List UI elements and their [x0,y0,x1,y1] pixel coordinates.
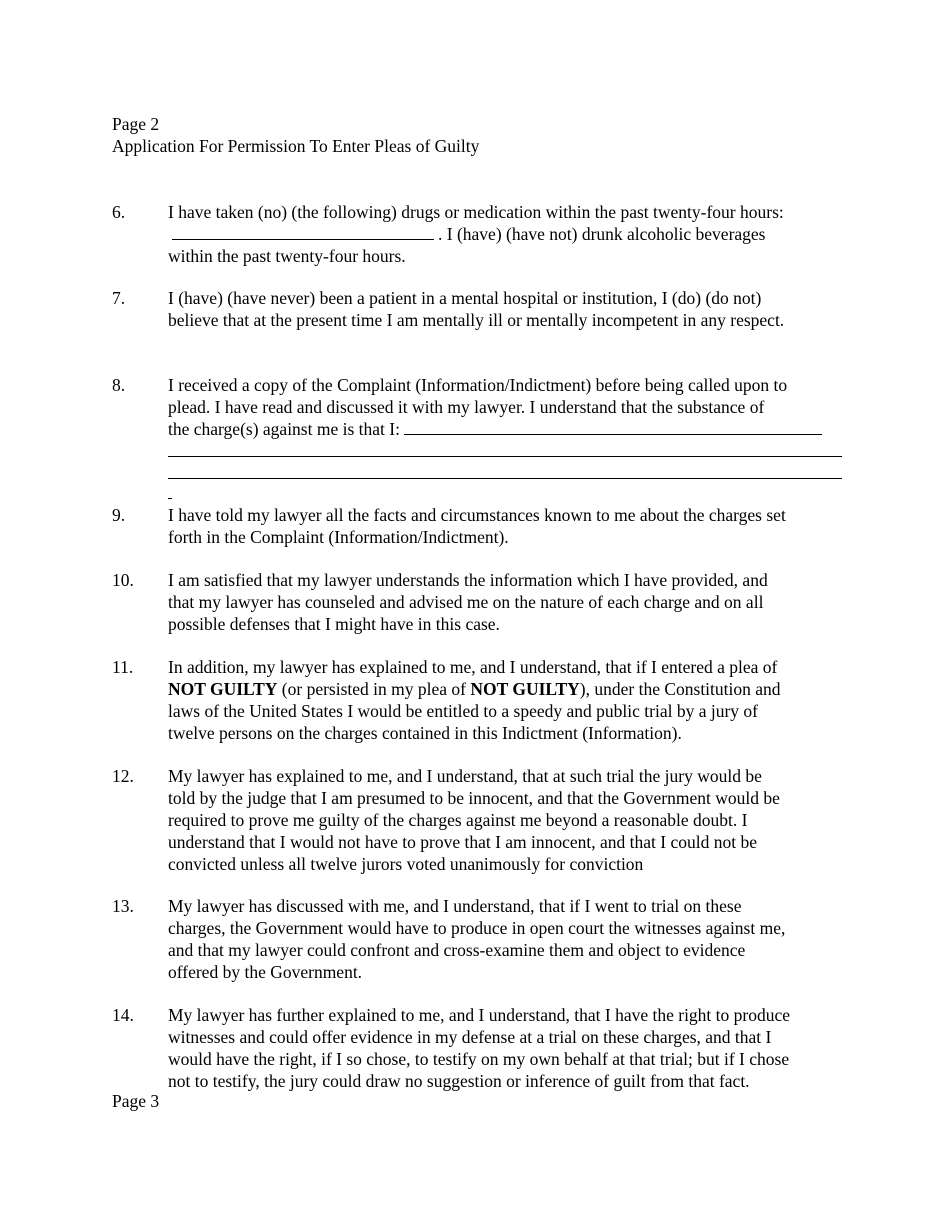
page-label: Page 2 [112,114,160,134]
medication-blank-line[interactable] [172,223,434,240]
charges-blank-line-2[interactable] [168,456,842,457]
text-line: forth in the Complaint (Information/Indictment). [168,527,509,547]
charges-blank-line-3[interactable] [168,478,842,479]
text-line: I am satisfied that my lawyer understands the information which I have provided, and [168,570,768,590]
paragraph-number: 10. [112,570,134,590]
text-line: laws of the United States I would be entitled to a speedy and public trial by a jury of [168,701,758,721]
paragraph-number: 7. [112,288,126,308]
text-line: My lawyer has further explained to me, and I understand, that I have the right to produce [168,1005,791,1025]
not-guilty-bold: NOT GUILTY [470,679,580,699]
text-line: charges, the Government would have to produce in open court the witnesses against me, [168,918,786,938]
text-line: and that my lawyer could confront and cross-examine them and object to evidence [168,940,746,960]
text-line: believe that at the present time I am mentally ill or mentally incompetent in any respect. [168,310,785,330]
text-line: I received a copy of the Complaint (Information/Indictment) before being called upon to [168,375,788,395]
paragraph-number: 9. [112,505,126,525]
paragraph-text [168,569,843,635]
text-line [168,678,843,700]
text-line: told by the judge that I am presumed to be innocent, and that the Government would be [168,788,780,808]
text-line: that my lawyer has counseled and advised me on the nature of each charge and on all [168,592,764,612]
text-line: within the past twenty-four hours. [168,246,406,266]
paragraph-text [168,1004,843,1092]
footer-page-label: Page 3 [112,1091,160,1111]
page-header [112,113,479,157]
text-line: the charge(s) against me is that I: [168,419,400,439]
text-fragment: ), under the Constitution and [579,679,781,699]
text-line: required to prove me guilty of the charges against me beyond a reasonable doubt. I [168,810,748,830]
paragraph-text [168,895,843,983]
text-line: understand that I would not have to prove that I am innocent, and that I could not be [168,832,758,852]
text-line: not to testify, the jury could draw no suggestion or inference of guilt from that fact. [168,1071,750,1091]
stray-mark [168,498,172,499]
paragraph-text [168,765,843,875]
text-line: . I (have) (have not) drunk alcoholic beverages [438,224,766,244]
text-line: possible defenses that I might have in this case. [168,614,500,634]
text-line: convicted unless all twelve jurors voted unanimously for conviction [168,854,644,874]
paragraph-number: 13. [112,896,134,916]
text-line: My lawyer has discussed with me, and I understand, that if I went to trial on these [168,896,742,916]
paragraph-number: 6. [112,202,126,222]
paragraph-text [168,656,843,744]
text-line: twelve persons on the charges contained in this Indictment (Information). [168,723,682,743]
paragraph-number: 11. [112,657,134,677]
text-line: offered by the Government. [168,962,363,982]
text-line: I have taken (no) (the following) drugs or medication within the past twenty-four hours: [168,202,784,222]
text-fragment: (or persisted in my plea of [277,679,471,699]
document-title: Application For Permission To Enter Pleas of Guilty [112,136,480,156]
paragraph-number: 12. [112,766,134,786]
text-line: would have the right, if I so chose, to testify on my own behalf at that trial; but if I chose [168,1049,790,1069]
not-guilty-bold: NOT GUILTY [168,679,278,699]
text-line: In addition, my lawyer has explained to me, and I understand, that if I entered a plea of [168,657,778,677]
text-line: I (have) (have never) been a patient in a mental hospital or institution, I (do) (do not) [168,288,762,308]
paragraph-text [168,201,843,267]
paragraph-number: 8. [112,375,126,395]
paragraph-text [168,504,843,548]
text-line: witnesses and could offer evidence in my defense at a trial on these charges, and that I [168,1027,772,1047]
paragraph-text [168,374,843,440]
text-line: My lawyer has explained to me, and I understand, that at such trial the jury would be [168,766,762,786]
text-line: I have told my lawyer all the facts and circumstances known to me about the charges set [168,505,786,525]
paragraph-text [168,287,843,331]
charges-blank-line[interactable] [404,418,822,435]
paragraph-number: 14. [112,1005,134,1025]
text-line: plead. I have read and discussed it with my lawyer. I understand that the substance of [168,397,765,417]
